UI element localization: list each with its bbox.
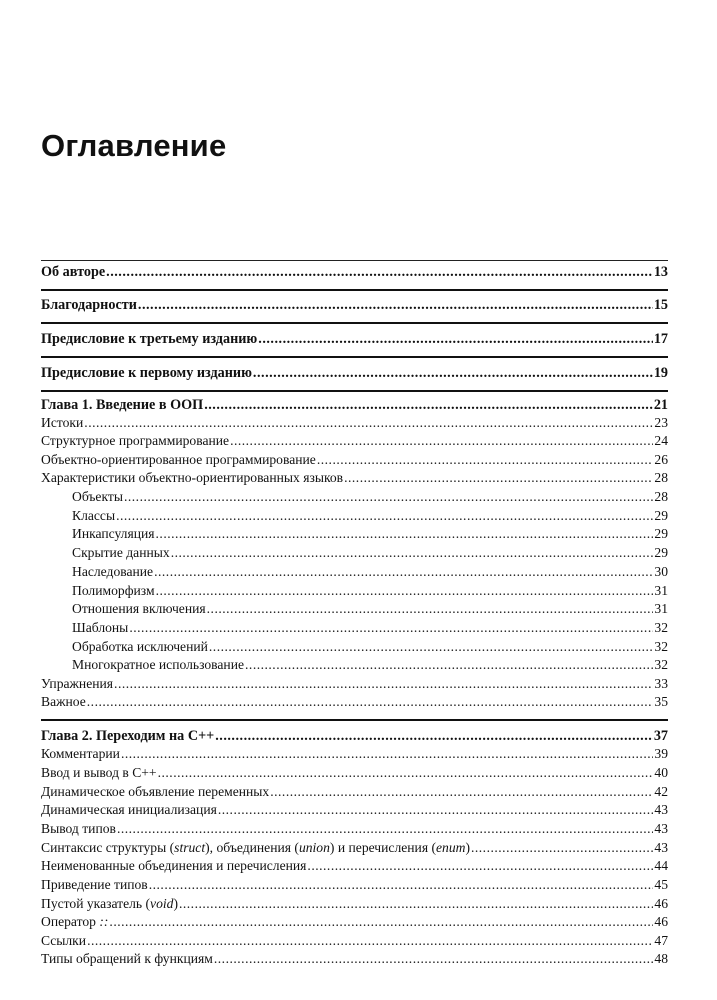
dot-leader: [138, 296, 653, 314]
toc-entry-title: Упражнения: [41, 676, 114, 691]
dot-leader: [171, 544, 654, 562]
toc-page-number: 37: [653, 728, 668, 744]
toc-entry: [41, 950, 668, 968]
dot-leader: [204, 396, 653, 414]
toc-entry: [41, 675, 668, 693]
toc-entry: [41, 745, 668, 763]
toc-chapter-entry: [41, 364, 668, 382]
toc-entry: [41, 820, 668, 838]
toc-entry: [41, 764, 668, 782]
toc-entry-title: Оператор ::: [41, 914, 109, 929]
toc-entry: [41, 582, 668, 600]
toc-entry-title: Шаблоны: [72, 620, 129, 635]
toc-page-number: 17: [653, 331, 668, 347]
dot-leader: [87, 693, 654, 711]
toc-entry: [41, 600, 668, 618]
toc-entry-title: Ссылки: [41, 933, 87, 948]
toc-page-number: 31: [654, 583, 668, 598]
dot-leader: [270, 783, 653, 801]
divider: [41, 289, 668, 291]
toc-entry: [41, 451, 668, 469]
dot-leader: [258, 330, 653, 348]
toc-page-number: 39: [654, 746, 668, 761]
divider: [41, 322, 668, 324]
toc-entry-title: Многократное использование: [72, 657, 245, 672]
toc-page-number: 47: [654, 933, 668, 948]
toc-page-number: 44: [654, 858, 668, 873]
toc-entry-title: Структурное программирование: [41, 433, 230, 448]
toc-chapter-entry: [41, 263, 668, 281]
dot-leader: [124, 488, 653, 506]
toc-entry-title: Типы обращений к функциям: [41, 951, 213, 966]
dot-leader: [117, 820, 653, 838]
toc-entry-title: Объекты: [72, 489, 123, 504]
toc-entry-title: Вывод типов: [41, 821, 116, 836]
toc-page-number: 46: [654, 896, 668, 911]
dot-leader: [129, 619, 653, 637]
toc-entry: [41, 544, 668, 562]
toc-page-number: 32: [654, 620, 668, 635]
dot-leader: [215, 727, 653, 745]
toc-page-number: 23: [654, 415, 668, 430]
dot-leader: [106, 263, 653, 281]
toc-page-number: 29: [654, 508, 668, 523]
toc-entry: [41, 895, 668, 913]
dot-leader: [317, 451, 654, 469]
toc-page-number: 48: [654, 951, 668, 966]
toc-entry-title: Полиморфизм: [72, 583, 155, 598]
toc-entry-title: Обработка исключений: [72, 639, 208, 654]
toc-chapter-entry: [41, 396, 668, 414]
dot-leader: [149, 876, 654, 894]
divider: [41, 356, 668, 358]
toc-entry-title: Скрытие данных: [72, 545, 170, 560]
toc-page-number: 26: [654, 452, 668, 467]
toc-entry: [41, 469, 668, 487]
toc-page-number: 21: [653, 397, 668, 413]
dot-leader: [156, 582, 654, 600]
toc-page-number: 19: [653, 365, 668, 381]
toc-entry: [41, 563, 668, 581]
toc-page-number: 45: [654, 877, 668, 892]
toc-entry: [41, 432, 668, 450]
toc-page-number: 29: [654, 526, 668, 541]
toc-page-number: 28: [654, 470, 668, 485]
toc-entry: [41, 857, 668, 875]
dot-leader: [214, 950, 654, 968]
toc-page-number: 40: [654, 765, 668, 780]
dot-leader: [84, 414, 653, 432]
dot-leader: [87, 932, 653, 950]
dot-leader: [116, 507, 653, 525]
toc-entry: [41, 656, 668, 674]
toc-chapter-entry: [41, 330, 668, 348]
dot-leader: [209, 638, 654, 656]
toc-entry-title: Благодарности: [41, 297, 137, 313]
dot-leader: [179, 895, 653, 913]
dot-leader: [218, 801, 654, 819]
toc-entry-title: Предисловие к первому изданию: [41, 365, 252, 381]
toc-page-number: 13: [653, 264, 668, 280]
toc-entry: [41, 932, 668, 950]
toc-chapter-entry: [41, 727, 668, 745]
dot-leader: [307, 857, 653, 875]
dot-leader: [245, 656, 653, 674]
divider: [41, 260, 668, 261]
toc-entry: [41, 783, 668, 801]
dot-leader: [230, 432, 653, 450]
divider: [41, 390, 668, 392]
toc-page-number: 43: [654, 802, 668, 817]
toc-entry-title: Объектно-ориентированное программирование: [41, 452, 316, 467]
toc-entry-title: Важное: [41, 694, 86, 709]
toc-page-number: 43: [654, 821, 668, 836]
toc-entry-title: Ввод и вывод в С++: [41, 765, 157, 780]
toc-entry-title: Приведение типов: [41, 877, 148, 892]
toc-entry: [41, 913, 668, 931]
toc-entry: [41, 839, 668, 857]
dot-leader: [109, 913, 653, 931]
toc-entry-title: Инкапсуляция: [72, 526, 155, 541]
toc-entry: [41, 414, 668, 432]
dot-leader: [158, 764, 654, 782]
toc-entry: [41, 876, 668, 894]
toc-page-number: 46: [654, 914, 668, 929]
toc-entry: [41, 488, 668, 506]
divider: [41, 719, 668, 721]
toc-entry: [41, 638, 668, 656]
toc-entry-title: Наследование: [72, 564, 154, 579]
toc-chapter-entry: [41, 296, 668, 314]
toc-entry-title: Пустой указатель (void): [41, 896, 178, 911]
dot-leader: [207, 600, 654, 618]
dot-leader: [154, 563, 653, 581]
toc-entry-title: Синтаксис структуры (struct), объединения (union) и перечисления (enum): [41, 840, 470, 855]
toc-page-number: 32: [654, 639, 668, 654]
page-title: Оглавление: [41, 128, 227, 163]
toc-entry-title: Характеристики объектно-ориентированных языков: [41, 470, 344, 485]
toc-page-number: 31: [654, 601, 668, 616]
toc-entry: [41, 801, 668, 819]
toc-page-number: 29: [654, 545, 668, 560]
dot-leader: [253, 364, 653, 382]
toc-entry-title: Предисловие к третьему изданию: [41, 331, 258, 347]
toc-page-number: 32: [654, 657, 668, 672]
toc-entry: [41, 693, 668, 711]
toc-page-number: 28: [654, 489, 668, 504]
toc-page-number: 43: [654, 840, 668, 855]
toc-entry-title: Глава 2. Переходим на С++: [41, 728, 215, 744]
toc-entry-title: Комментарии: [41, 746, 120, 761]
toc-entry-title: Об авторе: [41, 264, 106, 280]
dot-leader: [121, 745, 653, 763]
toc-entry-title: Отношения включения: [72, 601, 206, 616]
toc-page-number: 24: [654, 433, 668, 448]
toc-page-number: 33: [654, 676, 668, 691]
toc-entry: [41, 525, 668, 543]
toc-entry-title: Динамическая инициализация: [41, 802, 217, 817]
dot-leader: [114, 675, 653, 693]
toc-entry: [41, 507, 668, 525]
dot-leader: [156, 525, 654, 543]
toc-entry: [41, 619, 668, 637]
dot-leader: [471, 839, 653, 857]
toc-page-number: 15: [653, 297, 668, 313]
toc-page-number: 42: [654, 784, 668, 799]
toc-entry-title: Классы: [72, 508, 116, 523]
toc-page-number: 30: [654, 564, 668, 579]
toc-entry-title: Неименованные объединения и перечисления: [41, 858, 307, 873]
toc-page-number: 35: [654, 694, 668, 709]
toc-entry-title: Глава 1. Введение в ООП: [41, 397, 204, 413]
toc-entry-title: Истоки: [41, 415, 84, 430]
dot-leader: [344, 469, 653, 487]
toc-entry-title: Динамическое объявление переменных: [41, 784, 270, 799]
